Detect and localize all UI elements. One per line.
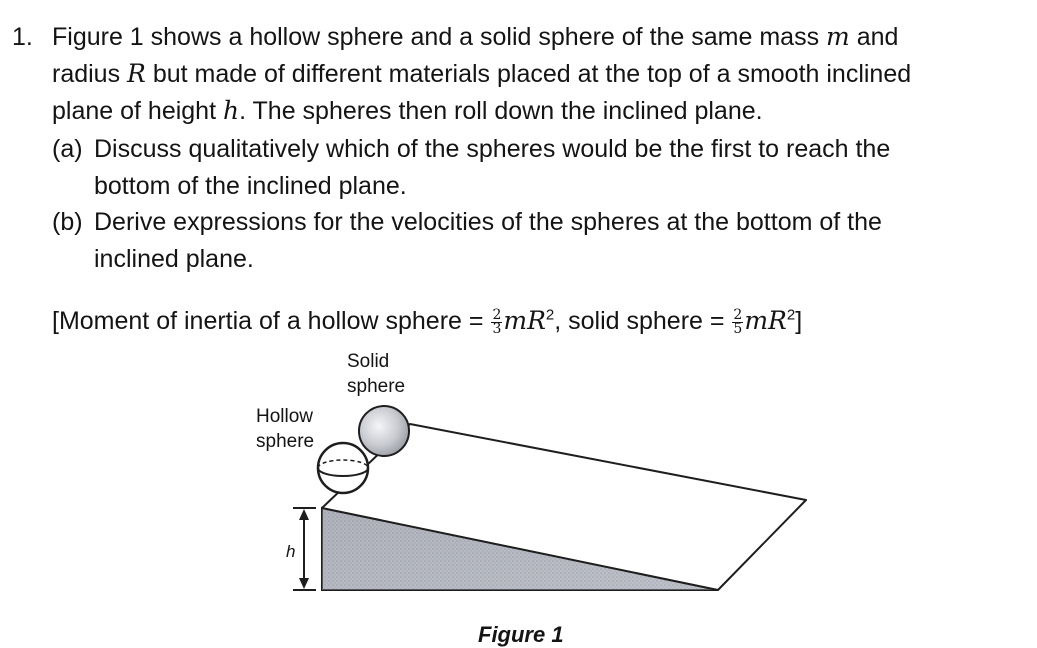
fraction-denominator: 5 (733, 320, 743, 337)
part-a-label: (a) (52, 135, 83, 163)
intro-text: and (849, 23, 899, 51)
intro-text: but made of different materials placed at the top of a smooth inclined (145, 60, 912, 88)
exponent: 2 (786, 306, 796, 324)
fraction-numerator: 2 (492, 306, 502, 323)
moment-text: ] (795, 307, 803, 335)
question-number: 1. (12, 23, 33, 51)
mass-variable: m (826, 22, 850, 51)
fraction-numerator: 2 (733, 306, 743, 323)
hollow-sphere-label-1: Hollow (256, 406, 314, 427)
solid-sphere-label-1: Solid (347, 351, 390, 372)
intro-text: plane of height (52, 97, 223, 125)
moment-text: , solid sphere = (554, 307, 732, 335)
figure-caption: Figure 1 (478, 622, 564, 647)
mR-term: mR (744, 306, 787, 335)
intro-text: Figure 1 shows a hollow sphere and a solid sphere of the same mass (52, 23, 827, 51)
solid-sphere-label-2: sphere (347, 376, 406, 397)
mR-term: mR (503, 306, 546, 335)
radius-variable: R (127, 59, 146, 88)
part-b-line-2: inclined plane. (94, 245, 254, 273)
hollow-sphere-label-2: sphere (256, 431, 315, 452)
part-a-line-1: Discuss qualitatively which of the spheres would be the first to reach the (94, 135, 891, 163)
fraction-denominator: 3 (492, 320, 502, 337)
part-b-line-1: Derive expressions for the velocities of the spheres at the bottom of the (94, 208, 882, 236)
intro-text: . The spheres then roll down the inclined plane. (239, 97, 763, 125)
solid-sphere (359, 406, 409, 456)
height-label: h (286, 542, 296, 561)
part-b-label: (b) (52, 208, 83, 236)
part-a-line-2: bottom of the inclined plane. (94, 172, 407, 200)
hollow-sphere (318, 443, 368, 493)
moment-text: [Moment of inertia of a hollow sphere = (52, 307, 491, 335)
exponent: 2 (545, 306, 555, 324)
height-dimension-arrow (293, 508, 316, 590)
height-variable: h (222, 96, 240, 125)
intro-text: radius (52, 60, 128, 88)
